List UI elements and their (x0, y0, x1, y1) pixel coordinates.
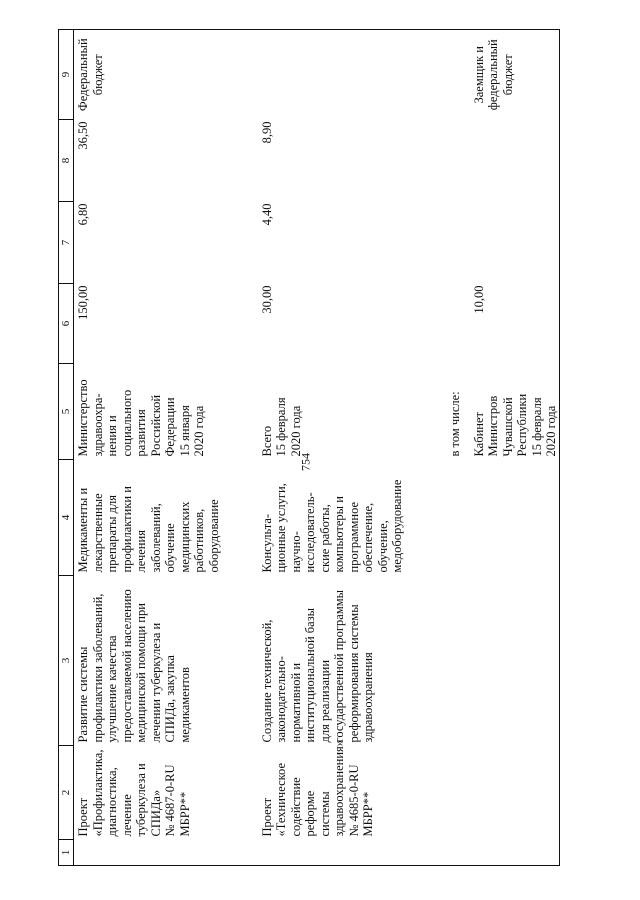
column-header: 5 (59, 364, 74, 460)
components-cell (470, 460, 560, 576)
amount-cell: 30,00 (259, 285, 274, 314)
goal-cell: Создание технической, законодательно- нормативной и институциональной базы для реализации государственной программы реформирования системы здравоохранения (259, 589, 375, 743)
rotated-table-container (58, 30, 556, 866)
goal-cell: Развитие системы профилактики заболеваний, улучшение качества предоставляемой населению медицинской помощи при лечении туберкулеза и СПИДа, закупка медикаментов (76, 589, 192, 743)
project-name-cell: Проект «Техническое содействие реформе системы здравоохранения» № 4685-0-RU МБРР** (259, 739, 375, 837)
source-cell: Заемщик и федеральный бюджет (470, 30, 560, 120)
table-row (470, 30, 560, 866)
column-header: 8 (59, 120, 74, 202)
column-header: 9 (59, 30, 74, 120)
executor-cell: Министерство здравоохра- нения и социального развития Российской Федерации 15 января 2020 года (76, 379, 206, 457)
financing-table (58, 29, 560, 866)
components-cell: Консульта- ционные услуги, научно- исследователь- ские работы, компьютеры и программное обеспечение, обучение, медоборудование (259, 479, 404, 573)
amount-cell (446, 202, 470, 284)
executor-cell: Кабинет Министров Чувашской Республики 15 февраля 2020 года (470, 364, 560, 460)
executor-cell: в том числе: (447, 391, 462, 457)
column-header: 1 (59, 840, 74, 866)
components-cell (446, 460, 470, 576)
source-cell: Федеральный бюджет (74, 30, 258, 120)
source-cell (258, 30, 446, 120)
table-row (74, 30, 258, 866)
project-name-cell (446, 746, 470, 840)
amount-cell: 36,50 (76, 121, 90, 150)
project-name-cell: Проект «Профилактика, диагностика, лечение туберкулеза и СПИДа» № 4687-0-RU МБРР** (76, 749, 192, 837)
table-cell (446, 840, 470, 866)
column-header: 2 (59, 746, 74, 840)
table-cell (470, 840, 560, 866)
amount-cell: 6,80 (76, 203, 90, 226)
table-cell (74, 840, 258, 866)
amount-cell (446, 120, 470, 202)
amount-cell (470, 120, 560, 202)
goal-cell (446, 576, 470, 746)
column-header: 4 (59, 460, 74, 576)
table-cell (258, 840, 446, 866)
column-header: 7 (59, 202, 74, 284)
table-row (258, 30, 446, 866)
amount-cell (446, 284, 470, 364)
amount-cell (470, 202, 560, 284)
executor-cell: Всего 15 февраля 2020 года (259, 397, 303, 457)
source-cell (446, 30, 470, 120)
table-row (446, 30, 470, 866)
amount-cell: 10,00 (470, 284, 560, 364)
header-row (59, 30, 74, 866)
amount-cell: 8,90 (259, 121, 274, 144)
amount-cell: 150,00 (76, 285, 90, 320)
project-name-cell (470, 746, 560, 840)
components-cell: Медикаменты и лекарственные препараты для профилактики и лечения заболеваний, обучение медицинских работников, оборудование (76, 486, 221, 573)
column-header: 3 (59, 576, 74, 746)
goal-cell (470, 576, 560, 746)
amount-cell: 4,40 (259, 203, 274, 226)
page-number: 754 (298, 453, 313, 471)
column-header: 6 (59, 284, 74, 364)
